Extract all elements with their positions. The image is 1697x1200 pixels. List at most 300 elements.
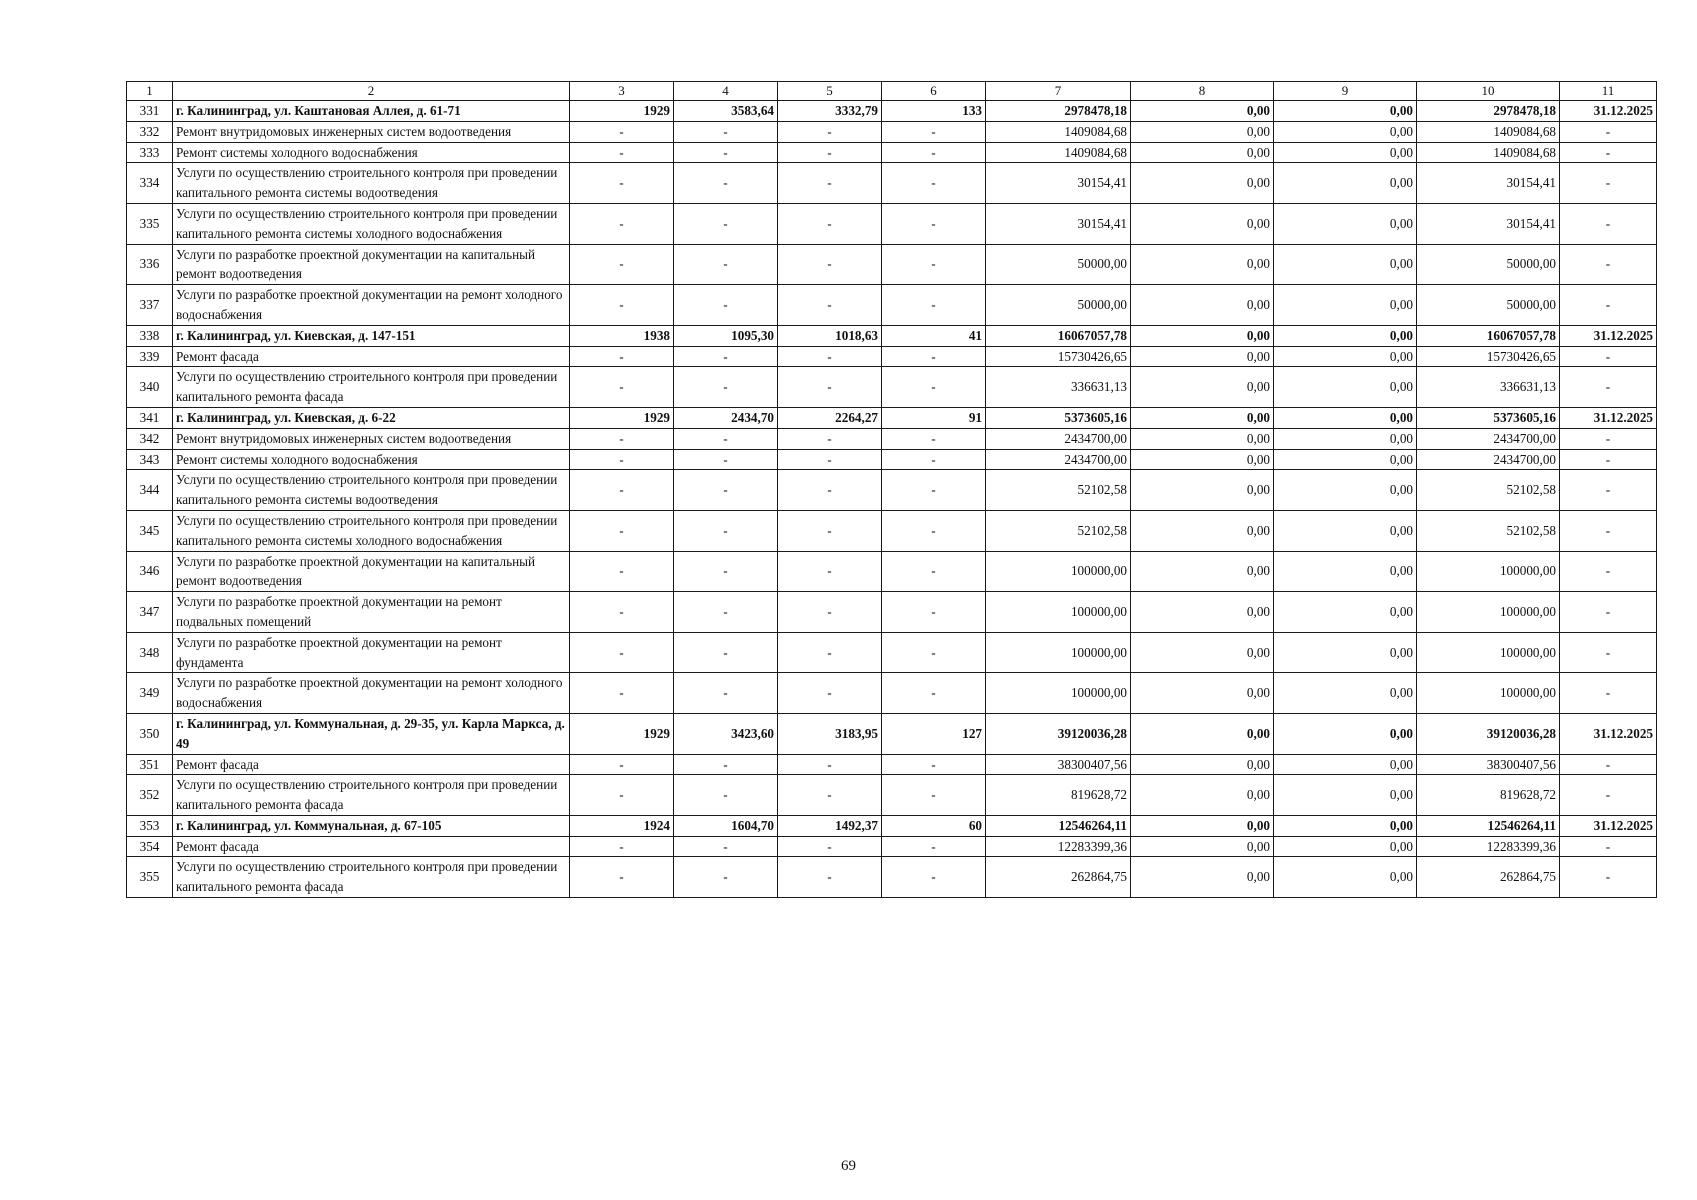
- col-10-cell: 50000,00: [1417, 244, 1560, 285]
- col-5-cell: 3332,79: [778, 101, 882, 122]
- row-name: Услуги по разработке проектной документации на ремонт подвальных помещений: [173, 592, 570, 633]
- col-5-cell: -: [778, 673, 882, 714]
- col-11-cell: -: [1560, 142, 1657, 163]
- col-8-cell: 0,00: [1131, 101, 1274, 122]
- col-7-cell: 30154,41: [986, 163, 1131, 204]
- col-11-cell: -: [1560, 449, 1657, 470]
- col-8-cell: 0,00: [1131, 857, 1274, 898]
- col-8-cell: 0,00: [1131, 203, 1274, 244]
- col-3-cell: 1924: [570, 815, 674, 836]
- work-item-row: [127, 775, 1657, 816]
- col-10-cell: 30154,41: [1417, 203, 1560, 244]
- col-11-cell: 31.12.2025: [1560, 713, 1657, 754]
- header-col-7: 7: [986, 82, 1131, 101]
- col-6-cell: 133: [882, 101, 986, 122]
- col-10-cell: 2434700,00: [1417, 449, 1560, 470]
- col-3-cell: 1929: [570, 407, 674, 428]
- col-7-cell: 100000,00: [986, 632, 1131, 673]
- col-4-cell: -: [674, 836, 778, 857]
- work-item-row: [127, 203, 1657, 244]
- work-item-row: [127, 510, 1657, 551]
- row-name: Ремонт фасада: [173, 346, 570, 367]
- col-4-cell: -: [674, 551, 778, 592]
- row-number: 355: [127, 857, 173, 898]
- work-item-row: [127, 163, 1657, 204]
- col-4-cell: 3423,60: [674, 713, 778, 754]
- col-4-cell: -: [674, 449, 778, 470]
- building-row: [127, 407, 1657, 428]
- col-9-cell: 0,00: [1274, 244, 1417, 285]
- col-4-cell: 1095,30: [674, 325, 778, 346]
- col-7-cell: 2434700,00: [986, 428, 1131, 449]
- row-number: 351: [127, 754, 173, 775]
- row-name: Услуги по разработке проектной документации на капитальный ремонт водоотведения: [173, 244, 570, 285]
- col-10-cell: 30154,41: [1417, 163, 1560, 204]
- col-9-cell: 0,00: [1274, 754, 1417, 775]
- row-number: 333: [127, 142, 173, 163]
- col-6-cell: -: [882, 346, 986, 367]
- col-5-cell: 3183,95: [778, 713, 882, 754]
- col-9-cell: 0,00: [1274, 632, 1417, 673]
- row-name: Услуги по разработке проектной документации на ремонт холодного водоснабжения: [173, 673, 570, 714]
- header-col-6: 6: [882, 82, 986, 101]
- col-6-cell: -: [882, 775, 986, 816]
- col-6-cell: -: [882, 836, 986, 857]
- row-number: 334: [127, 163, 173, 204]
- col-6-cell: -: [882, 163, 986, 204]
- col-8-cell: 0,00: [1131, 470, 1274, 511]
- col-6-cell: -: [882, 367, 986, 408]
- col-8-cell: 0,00: [1131, 713, 1274, 754]
- col-6-cell: -: [882, 470, 986, 511]
- col-10-cell: 100000,00: [1417, 632, 1560, 673]
- col-11-cell: -: [1560, 163, 1657, 204]
- col-3-cell: -: [570, 163, 674, 204]
- work-item-row: [127, 367, 1657, 408]
- work-item-row: [127, 244, 1657, 285]
- capital-repair-table: [126, 81, 1657, 898]
- col-10-cell: 50000,00: [1417, 285, 1560, 326]
- col-11-cell: 31.12.2025: [1560, 407, 1657, 428]
- col-7-cell: 100000,00: [986, 551, 1131, 592]
- col-4-cell: -: [674, 285, 778, 326]
- col-4-cell: -: [674, 510, 778, 551]
- col-9-cell: 0,00: [1274, 121, 1417, 142]
- col-3-cell: -: [570, 857, 674, 898]
- col-6-cell: -: [882, 673, 986, 714]
- col-8-cell: 0,00: [1131, 673, 1274, 714]
- work-item-row: [127, 449, 1657, 470]
- col-9-cell: 0,00: [1274, 775, 1417, 816]
- col-9-cell: 0,00: [1274, 449, 1417, 470]
- col-6-cell: -: [882, 857, 986, 898]
- work-item-row: [127, 551, 1657, 592]
- col-5-cell: -: [778, 285, 882, 326]
- col-6-cell: -: [882, 285, 986, 326]
- col-10-cell: 1409084,68: [1417, 121, 1560, 142]
- col-3-cell: -: [570, 203, 674, 244]
- work-item-row: [127, 346, 1657, 367]
- row-name: Услуги по осуществлению строительного контроля при проведении капитального ремонта системы холодного водоснабжения: [173, 203, 570, 244]
- col-7-cell: 2434700,00: [986, 449, 1131, 470]
- row-number: 352: [127, 775, 173, 816]
- col-7-cell: 16067057,78: [986, 325, 1131, 346]
- col-11-cell: -: [1560, 428, 1657, 449]
- col-7-cell: 30154,41: [986, 203, 1131, 244]
- col-11-cell: 31.12.2025: [1560, 325, 1657, 346]
- col-6-cell: -: [882, 754, 986, 775]
- col-8-cell: 0,00: [1131, 407, 1274, 428]
- col-9-cell: 0,00: [1274, 163, 1417, 204]
- col-4-cell: -: [674, 346, 778, 367]
- col-5-cell: -: [778, 163, 882, 204]
- col-11-cell: -: [1560, 285, 1657, 326]
- col-6-cell: -: [882, 449, 986, 470]
- col-5-cell: -: [778, 203, 882, 244]
- row-name: Услуги по осуществлению строительного контроля при проведении капитального ремонта фасада: [173, 775, 570, 816]
- col-10-cell: 2978478,18: [1417, 101, 1560, 122]
- col-5-cell: -: [778, 449, 882, 470]
- header-col-4: 4: [674, 82, 778, 101]
- col-10-cell: 1409084,68: [1417, 142, 1560, 163]
- col-9-cell: 0,00: [1274, 836, 1417, 857]
- col-8-cell: 0,00: [1131, 325, 1274, 346]
- col-7-cell: 5373605,16: [986, 407, 1131, 428]
- col-7-cell: 38300407,56: [986, 754, 1131, 775]
- col-4-cell: -: [674, 775, 778, 816]
- col-9-cell: 0,00: [1274, 346, 1417, 367]
- row-number: 336: [127, 244, 173, 285]
- col-3-cell: -: [570, 775, 674, 816]
- col-11-cell: -: [1560, 510, 1657, 551]
- col-6-cell: -: [882, 428, 986, 449]
- col-5-cell: -: [778, 632, 882, 673]
- col-4-cell: 2434,70: [674, 407, 778, 428]
- col-3-cell: -: [570, 142, 674, 163]
- col-8-cell: 0,00: [1131, 142, 1274, 163]
- col-8-cell: 0,00: [1131, 754, 1274, 775]
- col-5-cell: -: [778, 367, 882, 408]
- col-8-cell: 0,00: [1131, 346, 1274, 367]
- col-5-cell: -: [778, 510, 882, 551]
- row-number: 338: [127, 325, 173, 346]
- col-4-cell: -: [674, 632, 778, 673]
- col-7-cell: 15730426,65: [986, 346, 1131, 367]
- col-7-cell: 1409084,68: [986, 142, 1131, 163]
- header-col-5: 5: [778, 82, 882, 101]
- col-5-cell: -: [778, 142, 882, 163]
- col-9-cell: 0,00: [1274, 551, 1417, 592]
- col-3-cell: 1929: [570, 101, 674, 122]
- col-4-cell: 3583,64: [674, 101, 778, 122]
- col-8-cell: 0,00: [1131, 510, 1274, 551]
- col-3-cell: -: [570, 551, 674, 592]
- work-item-row: [127, 857, 1657, 898]
- col-6-cell: -: [882, 632, 986, 673]
- work-item-row: [127, 285, 1657, 326]
- col-6-cell: -: [882, 121, 986, 142]
- row-name: г. Калининград, ул. Киевская, д. 147-151: [173, 325, 570, 346]
- row-number: 337: [127, 285, 173, 326]
- col-5-cell: -: [778, 754, 882, 775]
- col-4-cell: -: [674, 673, 778, 714]
- col-7-cell: 50000,00: [986, 285, 1131, 326]
- header-col-11: 11: [1560, 82, 1657, 101]
- building-row: [127, 713, 1657, 754]
- row-number: 332: [127, 121, 173, 142]
- row-number: 341: [127, 407, 173, 428]
- col-11-cell: -: [1560, 470, 1657, 511]
- page-number: 69: [841, 1158, 856, 1174]
- row-number: 347: [127, 592, 173, 633]
- col-5-cell: -: [778, 121, 882, 142]
- col-9-cell: 0,00: [1274, 428, 1417, 449]
- col-5-cell: -: [778, 244, 882, 285]
- col-6-cell: 41: [882, 325, 986, 346]
- row-number: 350: [127, 713, 173, 754]
- col-3-cell: -: [570, 367, 674, 408]
- row-name: Услуги по осуществлению строительного контроля при проведении капитального ремонта фасада: [173, 857, 570, 898]
- col-5-cell: -: [778, 857, 882, 898]
- col-11-cell: -: [1560, 121, 1657, 142]
- col-7-cell: 1409084,68: [986, 121, 1131, 142]
- col-7-cell: 819628,72: [986, 775, 1131, 816]
- col-6-cell: 91: [882, 407, 986, 428]
- col-3-cell: -: [570, 121, 674, 142]
- row-name: Услуги по осуществлению строительного контроля при проведении капитального ремонта фасада: [173, 367, 570, 408]
- col-5-cell: -: [778, 346, 882, 367]
- col-7-cell: 50000,00: [986, 244, 1131, 285]
- row-name: Услуги по разработке проектной документации на капитальный ремонт водоотведения: [173, 551, 570, 592]
- row-number: 340: [127, 367, 173, 408]
- row-number: 331: [127, 101, 173, 122]
- col-10-cell: 52102,58: [1417, 510, 1560, 551]
- col-9-cell: 0,00: [1274, 325, 1417, 346]
- col-8-cell: 0,00: [1131, 775, 1274, 816]
- row-name: Услуги по разработке проектной документации на ремонт холодного водоснабжения: [173, 285, 570, 326]
- col-5-cell: -: [778, 470, 882, 511]
- col-5-cell: 1018,63: [778, 325, 882, 346]
- col-10-cell: 12546264,11: [1417, 815, 1560, 836]
- col-3-cell: -: [570, 244, 674, 285]
- col-10-cell: 100000,00: [1417, 551, 1560, 592]
- row-number: 346: [127, 551, 173, 592]
- col-3-cell: 1938: [570, 325, 674, 346]
- col-3-cell: -: [570, 632, 674, 673]
- col-8-cell: 0,00: [1131, 121, 1274, 142]
- col-5-cell: -: [778, 592, 882, 633]
- col-6-cell: -: [882, 142, 986, 163]
- col-3-cell: -: [570, 449, 674, 470]
- col-11-cell: -: [1560, 775, 1657, 816]
- header-col-8: 8: [1131, 82, 1274, 101]
- col-9-cell: 0,00: [1274, 407, 1417, 428]
- col-10-cell: 100000,00: [1417, 673, 1560, 714]
- column-number-header-row: [127, 82, 1657, 101]
- col-11-cell: -: [1560, 551, 1657, 592]
- col-9-cell: 0,00: [1274, 510, 1417, 551]
- row-number: 353: [127, 815, 173, 836]
- col-7-cell: 100000,00: [986, 673, 1131, 714]
- row-name: Ремонт фасада: [173, 754, 570, 775]
- col-4-cell: -: [674, 121, 778, 142]
- col-3-cell: -: [570, 428, 674, 449]
- col-7-cell: 12283399,36: [986, 836, 1131, 857]
- col-6-cell: 60: [882, 815, 986, 836]
- col-7-cell: 12546264,11: [986, 815, 1131, 836]
- col-11-cell: -: [1560, 203, 1657, 244]
- col-3-cell: -: [570, 754, 674, 775]
- col-4-cell: -: [674, 203, 778, 244]
- col-4-cell: -: [674, 367, 778, 408]
- col-9-cell: 0,00: [1274, 101, 1417, 122]
- row-name: Ремонт внутридомовых инженерных систем водоотведения: [173, 428, 570, 449]
- col-4-cell: -: [674, 244, 778, 285]
- row-name: Услуги по осуществлению строительного контроля при проведении капитального ремонта системы водоотведения: [173, 163, 570, 204]
- header-col-10: 10: [1417, 82, 1560, 101]
- col-6-cell: -: [882, 510, 986, 551]
- col-10-cell: 16067057,78: [1417, 325, 1560, 346]
- col-11-cell: -: [1560, 632, 1657, 673]
- col-8-cell: 0,00: [1131, 815, 1274, 836]
- row-number: 344: [127, 470, 173, 511]
- col-11-cell: -: [1560, 754, 1657, 775]
- work-item-row: [127, 470, 1657, 511]
- row-number: 348: [127, 632, 173, 673]
- col-7-cell: 336631,13: [986, 367, 1131, 408]
- work-item-row: [127, 836, 1657, 857]
- col-8-cell: 0,00: [1131, 551, 1274, 592]
- col-3-cell: -: [570, 673, 674, 714]
- work-item-row: [127, 428, 1657, 449]
- col-9-cell: 0,00: [1274, 285, 1417, 326]
- col-5-cell: -: [778, 428, 882, 449]
- col-11-cell: 31.12.2025: [1560, 815, 1657, 836]
- work-item-row: [127, 592, 1657, 633]
- table-body: [127, 101, 1657, 898]
- work-item-row: [127, 142, 1657, 163]
- row-number: 335: [127, 203, 173, 244]
- col-11-cell: -: [1560, 592, 1657, 633]
- col-10-cell: 100000,00: [1417, 592, 1560, 633]
- row-name: г. Калининград, ул. Коммунальная, д. 29-35, ул. Карла Маркса, д. 49: [173, 713, 570, 754]
- col-4-cell: -: [674, 592, 778, 633]
- col-9-cell: 0,00: [1274, 857, 1417, 898]
- row-name: Ремонт фасада: [173, 836, 570, 857]
- building-row: [127, 815, 1657, 836]
- row-number: 343: [127, 449, 173, 470]
- col-10-cell: 15730426,65: [1417, 346, 1560, 367]
- building-row: [127, 325, 1657, 346]
- col-9-cell: 0,00: [1274, 367, 1417, 408]
- col-3-cell: -: [570, 592, 674, 633]
- col-8-cell: 0,00: [1131, 632, 1274, 673]
- col-10-cell: 336631,13: [1417, 367, 1560, 408]
- col-8-cell: 0,00: [1131, 367, 1274, 408]
- header-col-2: 2: [173, 82, 570, 101]
- col-11-cell: 31.12.2025: [1560, 101, 1657, 122]
- col-3-cell: -: [570, 510, 674, 551]
- col-9-cell: 0,00: [1274, 470, 1417, 511]
- col-3-cell: -: [570, 836, 674, 857]
- col-5-cell: 2264,27: [778, 407, 882, 428]
- col-6-cell: -: [882, 203, 986, 244]
- col-6-cell: -: [882, 244, 986, 285]
- col-7-cell: 2978478,18: [986, 101, 1131, 122]
- col-4-cell: -: [674, 163, 778, 204]
- col-7-cell: 262864,75: [986, 857, 1131, 898]
- header-col-9: 9: [1274, 82, 1417, 101]
- header-col-3: 3: [570, 82, 674, 101]
- work-item-row: [127, 121, 1657, 142]
- col-9-cell: 0,00: [1274, 815, 1417, 836]
- building-row: [127, 101, 1657, 122]
- col-7-cell: 39120036,28: [986, 713, 1131, 754]
- row-number: 342: [127, 428, 173, 449]
- col-8-cell: 0,00: [1131, 244, 1274, 285]
- col-3-cell: -: [570, 285, 674, 326]
- col-11-cell: -: [1560, 836, 1657, 857]
- row-name: г. Калининград, ул. Киевская, д. 6-22: [173, 407, 570, 428]
- col-11-cell: -: [1560, 244, 1657, 285]
- col-11-cell: -: [1560, 367, 1657, 408]
- row-name: Услуги по разработке проектной документации на ремонт фундамента: [173, 632, 570, 673]
- col-5-cell: -: [778, 836, 882, 857]
- col-10-cell: 38300407,56: [1417, 754, 1560, 775]
- row-name: Ремонт внутридомовых инженерных систем водоотведения: [173, 121, 570, 142]
- col-4-cell: -: [674, 470, 778, 511]
- row-number: 339: [127, 346, 173, 367]
- col-4-cell: -: [674, 857, 778, 898]
- col-5-cell: -: [778, 775, 882, 816]
- col-8-cell: 0,00: [1131, 163, 1274, 204]
- col-4-cell: 1604,70: [674, 815, 778, 836]
- header-col-1: 1: [127, 82, 173, 101]
- row-name: Ремонт системы холодного водоснабжения: [173, 449, 570, 470]
- col-8-cell: 0,00: [1131, 428, 1274, 449]
- work-item-row: [127, 673, 1657, 714]
- col-8-cell: 0,00: [1131, 836, 1274, 857]
- col-6-cell: -: [882, 592, 986, 633]
- col-10-cell: 12283399,36: [1417, 836, 1560, 857]
- row-number: 349: [127, 673, 173, 714]
- col-7-cell: 52102,58: [986, 510, 1131, 551]
- col-8-cell: 0,00: [1131, 285, 1274, 326]
- row-name: Услуги по осуществлению строительного контроля при проведении капитального ремонта системы холодного водоснабжения: [173, 510, 570, 551]
- row-name: г. Калининград, ул. Коммунальная, д. 67-105: [173, 815, 570, 836]
- col-7-cell: 100000,00: [986, 592, 1131, 633]
- row-number: 345: [127, 510, 173, 551]
- work-item-row: [127, 754, 1657, 775]
- col-4-cell: -: [674, 428, 778, 449]
- col-10-cell: 819628,72: [1417, 775, 1560, 816]
- col-5-cell: 1492,37: [778, 815, 882, 836]
- col-3-cell: -: [570, 470, 674, 511]
- col-10-cell: 5373605,16: [1417, 407, 1560, 428]
- col-7-cell: 52102,58: [986, 470, 1131, 511]
- col-4-cell: -: [674, 754, 778, 775]
- col-4-cell: -: [674, 142, 778, 163]
- col-9-cell: 0,00: [1274, 142, 1417, 163]
- col-11-cell: -: [1560, 857, 1657, 898]
- col-3-cell: -: [570, 346, 674, 367]
- row-number: 354: [127, 836, 173, 857]
- row-name: Ремонт системы холодного водоснабжения: [173, 142, 570, 163]
- col-6-cell: -: [882, 551, 986, 592]
- col-10-cell: 52102,58: [1417, 470, 1560, 511]
- col-11-cell: -: [1560, 673, 1657, 714]
- row-name: г. Калининград, ул. Каштановая Аллея, д. 61-71: [173, 101, 570, 122]
